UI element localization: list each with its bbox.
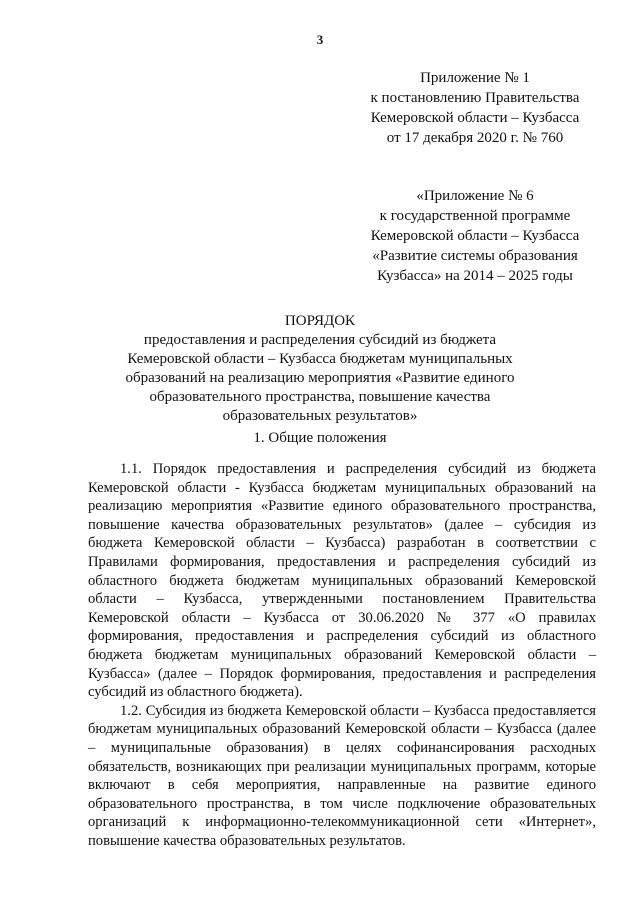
- body-text: [88, 460, 596, 850]
- appendix-1-line: Приложение № 1: [420, 70, 530, 86]
- title-line: образовательных результатов»: [222, 408, 418, 424]
- appendix-6-line: «Приложение № 6: [416, 188, 534, 204]
- paragraph-1-1: 1.1. Порядок предоставления и распределения субсидий из бюджета Кемеровской области - Кузбасса бюджетам муниципальных образований на реализацию мероприятия «Развитие единого образовательного пространства, повышение качества образовательных результатов» (далее – субсидия из бюджета Кемеровской области – Кузбасса) разработан в соответствии с Правилами формирования, предоставления и распределения субсидий из областного бюджета бюджетам муниципальных образований Кемеровской области – Кузбасса, утвержденными постановлением Правительства Кемеровской области – Кузбасса от 30.06.2020 № 377 «О правилах формирования, предоставления и распределения субсидий из областного бюджета бюджетам муниципальных образований Кемеровской области – Кузбасса» (далее – Порядок формирования, предоставления и распределения субсидий из областного бюджета).: [88, 461, 596, 701]
- section-heading: 1. Общие положения: [253, 430, 387, 446]
- appendix-6-block: [330, 186, 620, 286]
- appendix-6-line: к государственной программе: [379, 208, 571, 224]
- appendix-1-line: Кемеровской области – Кузбасса: [370, 110, 580, 126]
- appendix-6-line: Кузбасса» на 2014 – 2025 годы: [377, 268, 573, 284]
- appendix-1-block: [330, 68, 620, 148]
- title-line: образований на реализацию мероприятия «Развитие единого: [125, 370, 515, 386]
- appendix-6-line: Кемеровской области – Кузбасса: [370, 228, 580, 244]
- paragraph-1-2: 1.2. Субсидия из бюджета Кемеровской области – Кузбасса предоставляется бюджетам муниципальных образований Кемеровской области – Кузбасса (далее – муниципальные образования) в целях софинансирования расходных обязательств, возникающих при реализации муниципальных программ, которые включают в себя мероприятия, направленные на развитие единого образовательного пространства, в том числе подключение образовательных организаций к информационно-телекоммуникационной сети «Интернет», повышение качества образовательных результатов.: [88, 702, 596, 849]
- title-line: предоставления и распределения субсидий из бюджета: [143, 332, 497, 348]
- page-number: 3: [316, 32, 324, 47]
- title-heading: ПОРЯДОК: [284, 313, 356, 329]
- title-line: Кемеровской области – Кузбасса бюджетам муниципальных: [127, 351, 513, 367]
- appendix-6-line: «Развитие системы образования: [372, 248, 578, 264]
- title-line: образовательного пространства, повышение качества: [149, 389, 491, 405]
- appendix-1-line: от 17 декабря 2020 г. № 760: [386, 130, 564, 146]
- appendix-1-line: к постановлению Правительства: [370, 90, 580, 106]
- document-title: [90, 312, 550, 426]
